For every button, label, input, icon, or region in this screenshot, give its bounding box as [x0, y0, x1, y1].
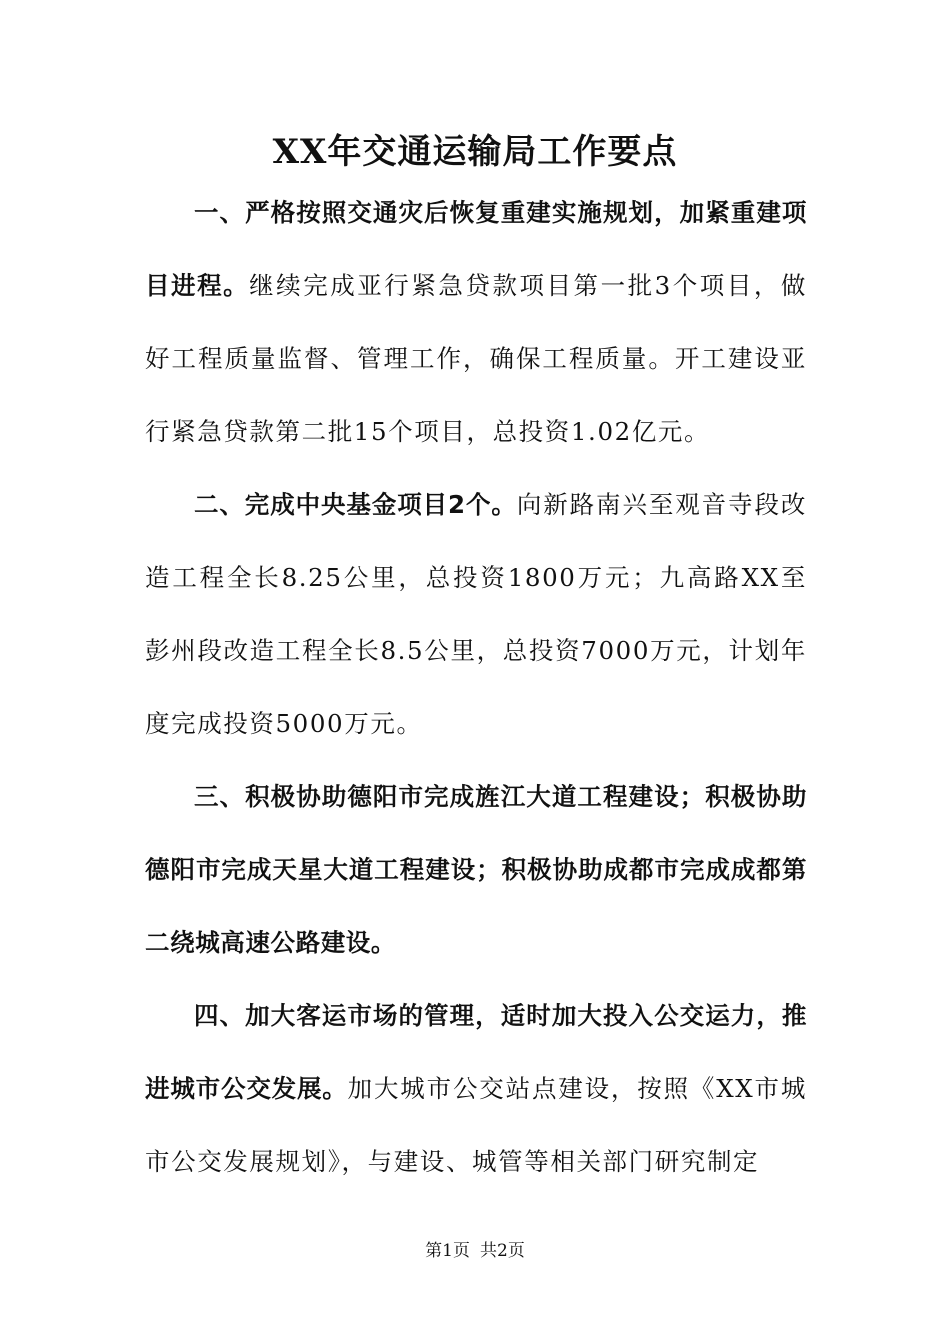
paragraph-2 [145, 468, 807, 760]
document-body [145, 176, 807, 1198]
paragraph-heading: 四、加大客运市场的管理，适时加大投入公交运力，推进城市公交发展。 [145, 1001, 807, 1103]
paragraph-1 [145, 176, 807, 468]
page-number-current: 第1页 [425, 1241, 470, 1261]
paragraph-4 [145, 979, 807, 1198]
paragraph-3 [145, 760, 807, 979]
paragraph-text: 向新路南兴至观音寺段改造工程全长8.25公里，总投资1800万元；九高路XX至彭州段改造工程全长8.5公里，总投资7000万元，计划年度完成投资5000万元。 [145, 490, 807, 738]
document-title: XX年交通运输局工作要点 [272, 132, 678, 172]
paragraph-heading: 三、积极协助德阳市完成旌江大道工程建设；积极协助德阳市完成天星大道工程建设；积极协助成都市完成成都第二绕城高速公路建设。 [145, 782, 807, 957]
paragraph-heading: 一、严格按照交通灾后恢复重建实施规划，加紧重建项目进程。 [145, 198, 807, 300]
page-number-total: 共2页 [480, 1241, 525, 1261]
paragraph-text: 加大城市公交站点建设，按照《XX市城市公交发展规划》，与建设、城管等相关部门研究制定 [145, 1074, 807, 1176]
paragraph-heading: 二、完成中央基金项目2个。 [194, 490, 517, 519]
page-footer [0, 1239, 950, 1263]
paragraph-text: 继续完成亚行紧急贷款项目第一批3个项目，做好工程质量监督、管理工作，确保工程质量。开工建设亚行紧急贷款第二批15个项目，总投资1.02亿元。 [145, 271, 807, 446]
